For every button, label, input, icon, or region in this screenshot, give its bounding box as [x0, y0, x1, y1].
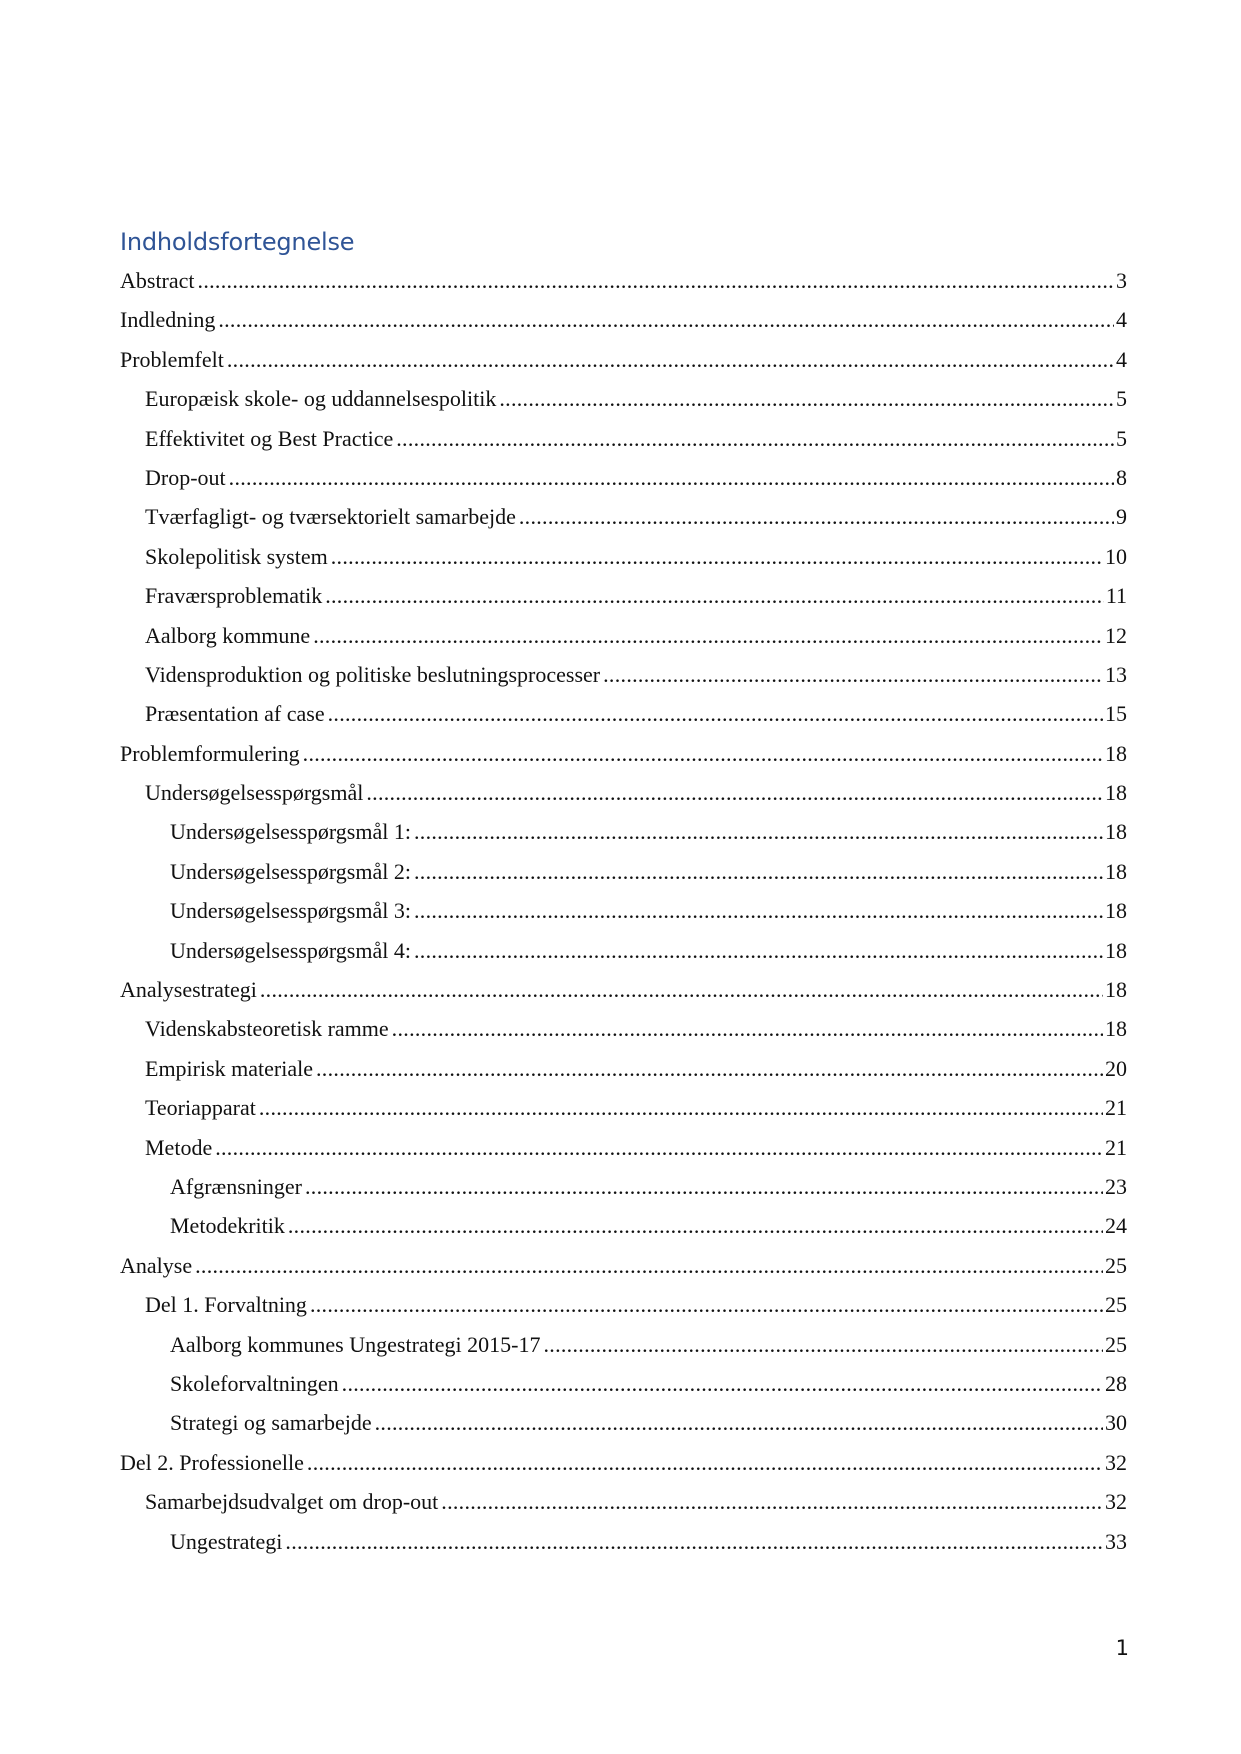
toc-dot-leader [313, 623, 1103, 649]
toc-entry-page-number: 4 [1116, 307, 1127, 333]
toc-dot-leader [227, 347, 1114, 373]
toc-dot-leader [414, 819, 1103, 845]
toc-entry-page-number: 23 [1105, 1173, 1127, 1199]
toc-entry[interactable] [120, 1292, 1127, 1331]
toc-entry-title: Analysestrategi [120, 977, 257, 1003]
toc-entry-page-number: 18 [1105, 858, 1127, 884]
toc-dot-leader [218, 307, 1114, 333]
toc-dot-leader [307, 1450, 1103, 1476]
toc-entry-page-number: 4 [1116, 346, 1127, 372]
toc-entry-title: Undersøgelsesspørgsmål 1: [170, 819, 411, 845]
toc-entry-title: Del 2. Professionelle [120, 1449, 304, 1475]
toc-entry[interactable] [120, 1095, 1127, 1134]
toc-heading: Indholdsfortegnelse [120, 228, 355, 256]
toc-entry-page-number: 20 [1105, 1055, 1127, 1081]
toc-entry-title: Tværfagligt- og tværsektorielt samarbejde [145, 504, 516, 530]
toc-entry-page-number: 32 [1105, 1489, 1127, 1515]
toc-dot-leader [519, 504, 1114, 530]
toc-entry-title: Samarbejdsudvalget om drop-out [145, 1489, 439, 1515]
toc-entry-title: Del 1. Forvaltning [145, 1292, 307, 1318]
toc-entry[interactable] [120, 504, 1127, 543]
toc-entry-title: Undersøgelsesspørgsmål 4: [170, 937, 411, 963]
toc-entry-title: Analyse [120, 1252, 193, 1278]
toc-entry-page-number: 5 [1116, 425, 1127, 451]
toc-entry-title: Indledning [120, 307, 216, 333]
toc-entry-title: Teoriapparat [145, 1095, 256, 1121]
toc-entry-page-number: 18 [1105, 740, 1127, 766]
toc-entry-page-number: 15 [1105, 701, 1127, 727]
toc-entry-title: Præsentation af case [145, 701, 325, 727]
toc-entry[interactable] [120, 386, 1127, 425]
toc-entry[interactable] [120, 465, 1127, 504]
toc-entry-title: Metode [145, 1134, 213, 1160]
toc-dot-leader [331, 544, 1103, 570]
toc-entry[interactable] [120, 1174, 1127, 1213]
toc-entry-title: Strategi og samarbejde [170, 1410, 372, 1436]
toc-entry-page-number: 5 [1116, 386, 1127, 412]
toc-entry[interactable] [120, 1410, 1127, 1449]
toc-entry[interactable] [120, 347, 1127, 386]
toc-entry-title: Aalborg kommunes Ungestrategi 2015-17 [170, 1331, 541, 1357]
toc-entry-title: Metodekritik [170, 1213, 285, 1239]
toc-dot-leader [342, 1371, 1103, 1397]
toc-entry-page-number: 13 [1105, 661, 1127, 687]
toc-dot-leader [543, 1332, 1103, 1358]
toc-entry[interactable] [120, 938, 1127, 977]
toc-entry-title: Europæisk skole- og uddannelsespolitik [145, 386, 497, 412]
toc-entry-page-number: 18 [1105, 780, 1127, 806]
toc-dot-leader [288, 1213, 1103, 1239]
toc-entry[interactable] [120, 898, 1127, 937]
toc-entry-title: Undersøgelsesspørgsmål [145, 780, 364, 806]
toc-entry[interactable] [120, 819, 1127, 858]
toc-entry-title: Effektivitet og Best Practice [145, 425, 394, 451]
toc-entry[interactable] [120, 859, 1127, 898]
toc-entry[interactable] [120, 741, 1127, 780]
toc-entry-page-number: 9 [1116, 504, 1127, 530]
toc-dot-leader [414, 898, 1103, 924]
toc-dot-leader [316, 1056, 1103, 1082]
toc-dot-leader [325, 583, 1104, 609]
toc-entry-page-number: 11 [1105, 583, 1127, 609]
toc-dot-leader [303, 741, 1103, 767]
toc-dot-leader [499, 386, 1114, 412]
toc-dot-leader [414, 859, 1103, 885]
toc-entry-page-number: 24 [1105, 1213, 1127, 1239]
toc-dot-leader [260, 977, 1103, 1003]
toc-entry-title: Fraværsproblematik [145, 583, 323, 609]
toc-entry-page-number: 25 [1105, 1292, 1127, 1318]
toc-entry[interactable] [120, 662, 1127, 701]
toc-entry-title: Skolepolitisk system [145, 543, 328, 569]
toc-dot-leader [305, 1174, 1103, 1200]
toc-entry-page-number: 3 [1116, 268, 1127, 293]
toc-entry-title: Abstract [120, 268, 195, 293]
toc-dot-leader [285, 1529, 1103, 1555]
toc-dot-leader [396, 426, 1114, 452]
toc-entry-page-number: 32 [1105, 1449, 1127, 1475]
toc-dot-leader [310, 1292, 1103, 1318]
toc-entry-title: Undersøgelsesspørgsmål 2: [170, 858, 411, 884]
page-number: 1 [1115, 1636, 1129, 1660]
toc-entry[interactable] [120, 1056, 1127, 1095]
toc-dot-leader [328, 701, 1103, 727]
toc-entry[interactable] [120, 1529, 1127, 1568]
toc-entry[interactable] [120, 623, 1127, 662]
toc-entry-page-number: 8 [1116, 464, 1127, 490]
toc-entry-page-number: 18 [1105, 977, 1127, 1003]
toc-entry-title: Aalborg kommune [145, 622, 311, 648]
toc-entry[interactable] [120, 268, 1127, 307]
toc-entry-page-number: 30 [1105, 1410, 1127, 1436]
table-of-contents [120, 268, 1127, 1568]
toc-entry-page-number: 10 [1105, 543, 1127, 569]
toc-entry[interactable] [120, 307, 1127, 346]
toc-entry-title: Problemformulering [120, 740, 300, 766]
toc-entry[interactable] [120, 1253, 1127, 1292]
toc-entry-page-number: 18 [1105, 937, 1127, 963]
toc-dot-leader [229, 465, 1114, 491]
toc-entry[interactable] [120, 780, 1127, 819]
toc-entry-page-number: 25 [1105, 1252, 1127, 1278]
toc-entry[interactable] [120, 544, 1127, 583]
toc-dot-leader [441, 1489, 1103, 1515]
toc-entry-title: Vidensproduktion og politiske beslutningsprocesser [145, 661, 601, 687]
toc-dot-leader [375, 1410, 1103, 1436]
toc-entry[interactable] [120, 1371, 1127, 1410]
toc-entry-page-number: 21 [1105, 1134, 1127, 1160]
toc-entry[interactable] [120, 1135, 1127, 1174]
toc-entry[interactable] [120, 1332, 1127, 1371]
toc-entry-page-number: 25 [1105, 1331, 1127, 1357]
toc-entry-title: Afgrænsninger [170, 1173, 302, 1199]
toc-dot-leader [195, 1253, 1103, 1279]
toc-entry-title: Videnskabsteoretisk ramme [145, 1016, 389, 1042]
toc-dot-leader [414, 938, 1103, 964]
toc-entry-title: Ungestrategi [170, 1528, 283, 1554]
toc-entry-title: Problemfelt [120, 346, 224, 372]
toc-entry[interactable] [120, 1450, 1127, 1489]
toc-entry-page-number: 18 [1105, 819, 1127, 845]
toc-entry-page-number: 18 [1105, 1016, 1127, 1042]
toc-dot-leader [603, 662, 1103, 688]
toc-entry-page-number: 12 [1105, 622, 1127, 648]
toc-entry-title: Undersøgelsesspørgsmål 3: [170, 898, 411, 924]
toc-entry[interactable] [120, 426, 1127, 465]
toc-entry-title: Skoleforvaltningen [170, 1370, 339, 1396]
toc-entry[interactable] [120, 977, 1127, 1016]
toc-entry-page-number: 33 [1105, 1528, 1127, 1554]
toc-entry[interactable] [120, 583, 1127, 622]
toc-dot-leader [392, 1016, 1103, 1042]
toc-dot-leader [215, 1135, 1103, 1161]
toc-entry-title: Empirisk materiale [145, 1055, 313, 1081]
toc-entry[interactable] [120, 1016, 1127, 1055]
toc-entry-page-number: 28 [1105, 1370, 1127, 1396]
toc-dot-leader [366, 780, 1103, 806]
toc-entry-page-number: 21 [1105, 1095, 1127, 1121]
toc-entry-title: Drop-out [145, 464, 226, 490]
toc-dot-leader [259, 1095, 1103, 1121]
toc-entry[interactable] [120, 1213, 1127, 1252]
toc-entry[interactable] [120, 701, 1127, 740]
toc-entry[interactable] [120, 1489, 1127, 1528]
toc-entry-page-number: 18 [1105, 898, 1127, 924]
toc-dot-leader [198, 268, 1114, 294]
